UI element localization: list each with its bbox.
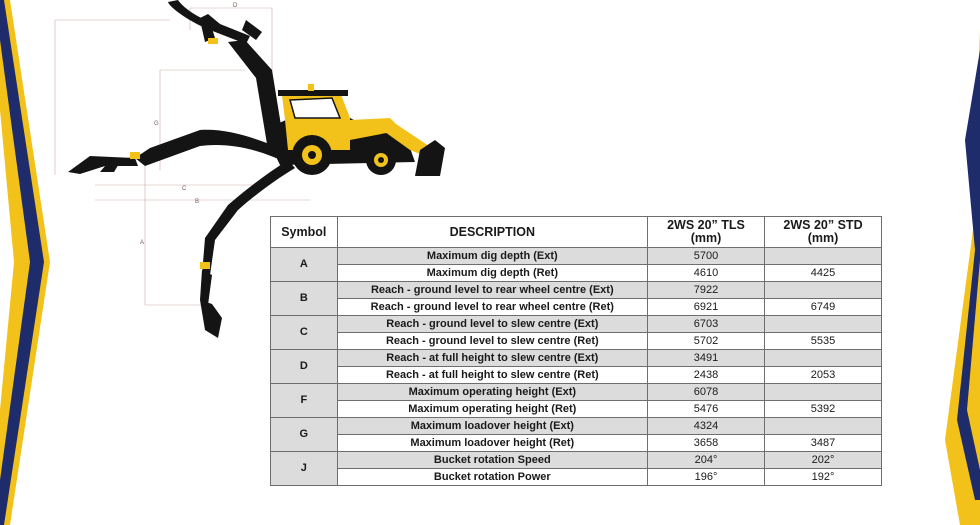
table-row [271,367,882,384]
description-cell: Maximum dig depth (Ret) [337,265,647,282]
std-value-cell: 3487 [765,435,882,452]
symbol-cell: G [271,418,338,452]
dimension-label-a: A [140,240,145,246]
tls-value-cell: 2438 [648,367,765,384]
dimension-label-c: C [182,186,187,192]
raised-arm-joint [208,38,218,44]
description-cell: Maximum operating height (Ext) [337,384,647,401]
tls-value-cell: 196° [648,469,765,486]
tls-value-cell: 4610 [648,265,765,282]
table-row [271,452,882,469]
description-cell: Reach - at full height to slew centre (Ext) [337,350,647,367]
right-chevron-decoration [935,0,980,525]
std-value-cell: 6749 [765,299,882,316]
symbol-cell: F [271,384,338,418]
tls-value-cell: 204° [648,452,765,469]
table-row [271,469,882,486]
description-cell: Maximum operating height (Ret) [337,401,647,418]
std-value-cell: 4425 [765,265,882,282]
header-description: DESCRIPTION [337,217,647,248]
table-row [271,401,882,418]
table-row [271,299,882,316]
loader-body [268,84,445,176]
symbol-cell: D [271,350,338,384]
symbol-cell: C [271,316,338,350]
raised-arm [168,0,285,150]
std-value-cell [765,282,882,299]
symbol-cell: A [271,248,338,282]
table-row [271,316,882,333]
std-value-cell: 5392 [765,401,882,418]
description-cell: Bucket rotation Power [337,469,647,486]
description-cell: Maximum dig depth (Ext) [337,248,647,265]
tls-value-cell: 6078 [648,384,765,401]
dimension-label-b: B [195,199,200,205]
tls-value-cell: 3658 [648,435,765,452]
std-value-cell: 5535 [765,333,882,350]
table-row [271,248,882,265]
table-row [271,435,882,452]
tls-value-cell: 4324 [648,418,765,435]
description-cell: Bucket rotation Speed [337,452,647,469]
std-value-cell: 192° [765,469,882,486]
table-row [271,333,882,350]
tls-value-cell: 6921 [648,299,765,316]
tls-value-cell: 6703 [648,316,765,333]
dimension-label-g: G [154,121,159,127]
table-row [271,350,882,367]
description-cell: Reach - ground level to rear wheel centre (Ret) [337,299,647,316]
std-value-cell [765,384,882,401]
tls-value-cell: 5476 [648,401,765,418]
std-value-cell [765,316,882,333]
symbol-cell: B [271,282,338,316]
header-2ws-tls: 2WS 20” TLS (mm) [648,217,765,248]
description-cell: Maximum loadover height (Ret) [337,435,647,452]
dig-arm-joint [200,262,210,269]
std-value-cell [765,350,882,367]
description-cell: Reach - ground level to rear wheel centre (Ext) [337,282,647,299]
std-value-cell [765,248,882,265]
tls-value-cell: 7922 [648,282,765,299]
header-symbol: Symbol [271,217,338,248]
table-header-row [271,217,882,248]
tls-value-cell: 3491 [648,350,765,367]
specification-table [270,216,882,486]
table-row [271,282,882,299]
table-row [271,384,882,401]
horizontal-arm [68,130,290,174]
std-value-cell: 202° [765,452,882,469]
description-cell: Reach - ground level to slew centre (Ext) [337,316,647,333]
description-cell: Maximum loadover height (Ext) [337,418,647,435]
table-row [271,418,882,435]
std-value-cell [765,418,882,435]
table-row [271,265,882,282]
horizontal-arm-joint [130,152,140,159]
description-cell: Reach - ground level to slew centre (Ret) [337,333,647,350]
header-2ws-std: 2WS 20” STD (mm) [765,217,882,248]
symbol-cell: J [271,452,338,486]
dimension-label-d: D [233,3,238,9]
tls-value-cell: 5700 [648,248,765,265]
description-cell: Reach - at full height to slew centre (Ret) [337,367,647,384]
std-value-cell: 2053 [765,367,882,384]
tls-value-cell: 5702 [648,333,765,350]
